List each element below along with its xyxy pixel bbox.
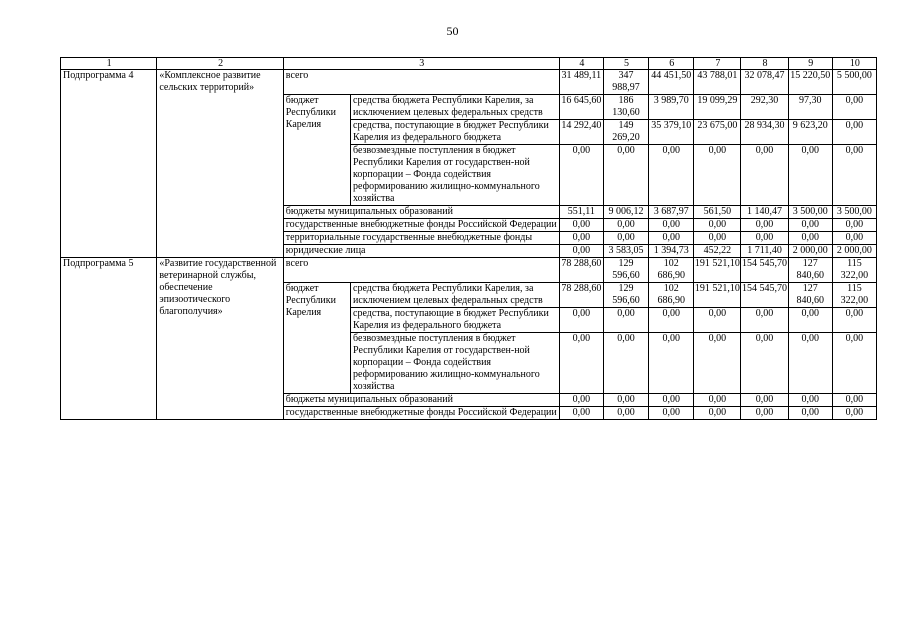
subprogram-code: Подпрограмма 4 xyxy=(61,70,157,258)
value-cell: 3 687,97 xyxy=(649,206,694,219)
value-cell: 0,00 xyxy=(603,232,648,245)
value-cell: 129 596,60 xyxy=(603,258,648,283)
value-cell: 154 545,70 xyxy=(741,258,788,283)
value-cell: 191 521,10 xyxy=(694,283,741,308)
value-cell: 0,00 xyxy=(559,333,603,394)
page-number: 50 xyxy=(446,24,459,38)
value-cell: 129 596,60 xyxy=(603,283,648,308)
value-cell: 127 840,60 xyxy=(788,283,832,308)
value-cell: 186 130,60 xyxy=(603,95,648,120)
value-cell: 1 711,40 xyxy=(741,245,788,258)
value-cell: 0,00 xyxy=(741,145,788,206)
header-cell: 8 xyxy=(741,58,788,70)
value-cell: 9 006,12 xyxy=(603,206,648,219)
row-label: бюджеты муниципальных образований xyxy=(283,206,559,219)
value-cell: 0,00 xyxy=(788,407,832,420)
row-label: средства, поступающие в бюджет Республики Карелия из федерального бюджета xyxy=(351,308,560,333)
value-cell: 0,00 xyxy=(559,232,603,245)
subprogram-name: «Комплексное развитие сельских территорий» xyxy=(157,70,283,258)
value-cell: 16 645,60 xyxy=(559,95,603,120)
value-cell: 127 840,60 xyxy=(788,258,832,283)
value-cell: 0,00 xyxy=(788,394,832,407)
value-cell: 0,00 xyxy=(832,308,876,333)
value-cell: 0,00 xyxy=(649,394,694,407)
header-cell: 7 xyxy=(694,58,741,70)
value-cell: 43 788,01 xyxy=(694,70,741,95)
value-cell: 9 623,20 xyxy=(788,120,832,145)
value-cell: 23 675,00 xyxy=(694,120,741,145)
header-cell: 9 xyxy=(788,58,832,70)
value-cell: 0,00 xyxy=(788,219,832,232)
value-cell: 0,00 xyxy=(694,333,741,394)
value-cell: 0,00 xyxy=(788,145,832,206)
row-label: средства, поступающие в бюджет Республики Карелия из федерального бюджета xyxy=(351,120,560,145)
value-cell: 0,00 xyxy=(832,95,876,120)
value-cell: 347 988,97 xyxy=(603,70,648,95)
subprogram-name: «Развитие государственной ветеринарной службы, обеспечение эпизоотического благополучия» xyxy=(157,258,283,420)
value-cell: 0,00 xyxy=(649,232,694,245)
row-label: средства бюджета Республики Карелия, за исключением целевых федеральных средств xyxy=(351,283,560,308)
value-cell: 0,00 xyxy=(694,308,741,333)
value-cell: 0,00 xyxy=(649,145,694,206)
value-cell: 0,00 xyxy=(832,232,876,245)
row-label: безвозмездные поступления в бюджет Республики Карелия от государствен-ной корпорации – Фонда содействия реформированию жилищно-коммунального хозяйства xyxy=(351,333,560,394)
value-cell: 15 220,50 xyxy=(788,70,832,95)
value-cell: 0,00 xyxy=(559,145,603,206)
value-cell: 561,50 xyxy=(694,206,741,219)
value-cell: 0,00 xyxy=(788,308,832,333)
header-cell: 5 xyxy=(603,58,648,70)
value-cell: 0,00 xyxy=(741,232,788,245)
value-cell: 0,00 xyxy=(559,407,603,420)
value-cell: 0,00 xyxy=(603,145,648,206)
value-cell: 0,00 xyxy=(694,219,741,232)
value-cell: 2 000,00 xyxy=(788,245,832,258)
value-cell: 31 489,11 xyxy=(559,70,603,95)
value-cell: 115 322,00 xyxy=(832,283,876,308)
value-cell: 0,00 xyxy=(603,333,648,394)
header-cell: 10 xyxy=(832,58,876,70)
value-cell: 78 288,60 xyxy=(559,283,603,308)
value-cell: 0,00 xyxy=(741,333,788,394)
table-body xyxy=(61,58,877,420)
value-cell: 19 099,29 xyxy=(694,95,741,120)
value-cell: 0,00 xyxy=(832,219,876,232)
header-row xyxy=(61,58,877,70)
value-cell: 0,00 xyxy=(741,394,788,407)
value-cell: 78 288,60 xyxy=(559,258,603,283)
value-cell: 0,00 xyxy=(603,394,648,407)
value-cell: 0,00 xyxy=(832,120,876,145)
row-label: средства бюджета Республики Карелия, за исключением целевых федеральных средств xyxy=(351,95,560,120)
value-cell: 0,00 xyxy=(832,394,876,407)
value-cell: 0,00 xyxy=(694,145,741,206)
value-cell: 0,00 xyxy=(649,333,694,394)
value-cell: 0,00 xyxy=(832,407,876,420)
value-cell: 0,00 xyxy=(559,308,603,333)
value-cell: 1 140,47 xyxy=(741,206,788,219)
value-cell: 0,00 xyxy=(559,394,603,407)
header-cell: 2 xyxy=(157,58,283,70)
row-label: государственные внебюджетные фонды Российской Федерации xyxy=(283,219,559,232)
value-cell: 3 583,05 xyxy=(603,245,648,258)
budget-table xyxy=(60,57,877,420)
table-row xyxy=(61,70,877,95)
header-cell: 6 xyxy=(649,58,694,70)
value-cell: 102 686,90 xyxy=(649,283,694,308)
value-cell: 28 934,30 xyxy=(741,120,788,145)
value-cell: 97,30 xyxy=(788,95,832,120)
budget-group-label: бюджет Республики Карелия xyxy=(283,283,350,394)
value-cell: 0,00 xyxy=(741,219,788,232)
header-cell: 1 xyxy=(61,58,157,70)
value-cell: 2 000,00 xyxy=(832,245,876,258)
value-cell: 0,00 xyxy=(694,232,741,245)
row-label: безвозмездные поступления в бюджет Республики Карелия от государствен-ной корпорации – Фонда содействия реформированию жилищно-коммунального хозяйства xyxy=(351,145,560,206)
row-label: бюджеты муниципальных образований xyxy=(283,394,559,407)
row-label: территориальные государственные внебюджетные фонды xyxy=(283,232,559,245)
subprogram-code: Подпрограмма 5 xyxy=(61,258,157,420)
row-label: государственные внебюджетные фонды Российской Федерации xyxy=(283,407,559,420)
value-cell: 5 500,00 xyxy=(832,70,876,95)
value-cell: 35 379,10 xyxy=(649,120,694,145)
header-cell: 4 xyxy=(559,58,603,70)
value-cell: 0,00 xyxy=(741,407,788,420)
value-cell: 0,00 xyxy=(603,407,648,420)
row-label: юридические лица xyxy=(283,245,559,258)
value-cell: 115 322,00 xyxy=(832,258,876,283)
row-label: всего xyxy=(283,258,559,283)
value-cell: 32 078,47 xyxy=(741,70,788,95)
value-cell: 3 989,70 xyxy=(649,95,694,120)
value-cell: 0,00 xyxy=(649,219,694,232)
value-cell: 0,00 xyxy=(603,219,648,232)
value-cell: 0,00 xyxy=(649,407,694,420)
value-cell: 0,00 xyxy=(832,145,876,206)
value-cell: 3 500,00 xyxy=(788,206,832,219)
value-cell: 0,00 xyxy=(559,245,603,258)
value-cell: 0,00 xyxy=(741,308,788,333)
value-cell: 44 451,50 xyxy=(649,70,694,95)
value-cell: 102 686,90 xyxy=(649,258,694,283)
value-cell: 551,11 xyxy=(559,206,603,219)
row-label: всего xyxy=(283,70,559,95)
value-cell: 0,00 xyxy=(694,394,741,407)
value-cell: 0,00 xyxy=(788,232,832,245)
value-cell: 0,00 xyxy=(832,333,876,394)
value-cell: 3 500,00 xyxy=(832,206,876,219)
value-cell: 154 545,70 xyxy=(741,283,788,308)
value-cell: 0,00 xyxy=(603,308,648,333)
value-cell: 452,22 xyxy=(694,245,741,258)
value-cell: 0,00 xyxy=(694,407,741,420)
value-cell: 1 394,73 xyxy=(649,245,694,258)
value-cell: 0,00 xyxy=(559,219,603,232)
value-cell: 14 292,40 xyxy=(559,120,603,145)
table-row xyxy=(61,258,877,283)
value-cell: 0,00 xyxy=(788,333,832,394)
value-cell: 149 269,20 xyxy=(603,120,648,145)
value-cell: 191 521,10 xyxy=(694,258,741,283)
value-cell: 292,30 xyxy=(741,95,788,120)
budget-group-label: бюджет Республики Карелия xyxy=(283,95,350,206)
value-cell: 0,00 xyxy=(649,308,694,333)
header-cell: 3 xyxy=(283,58,559,70)
